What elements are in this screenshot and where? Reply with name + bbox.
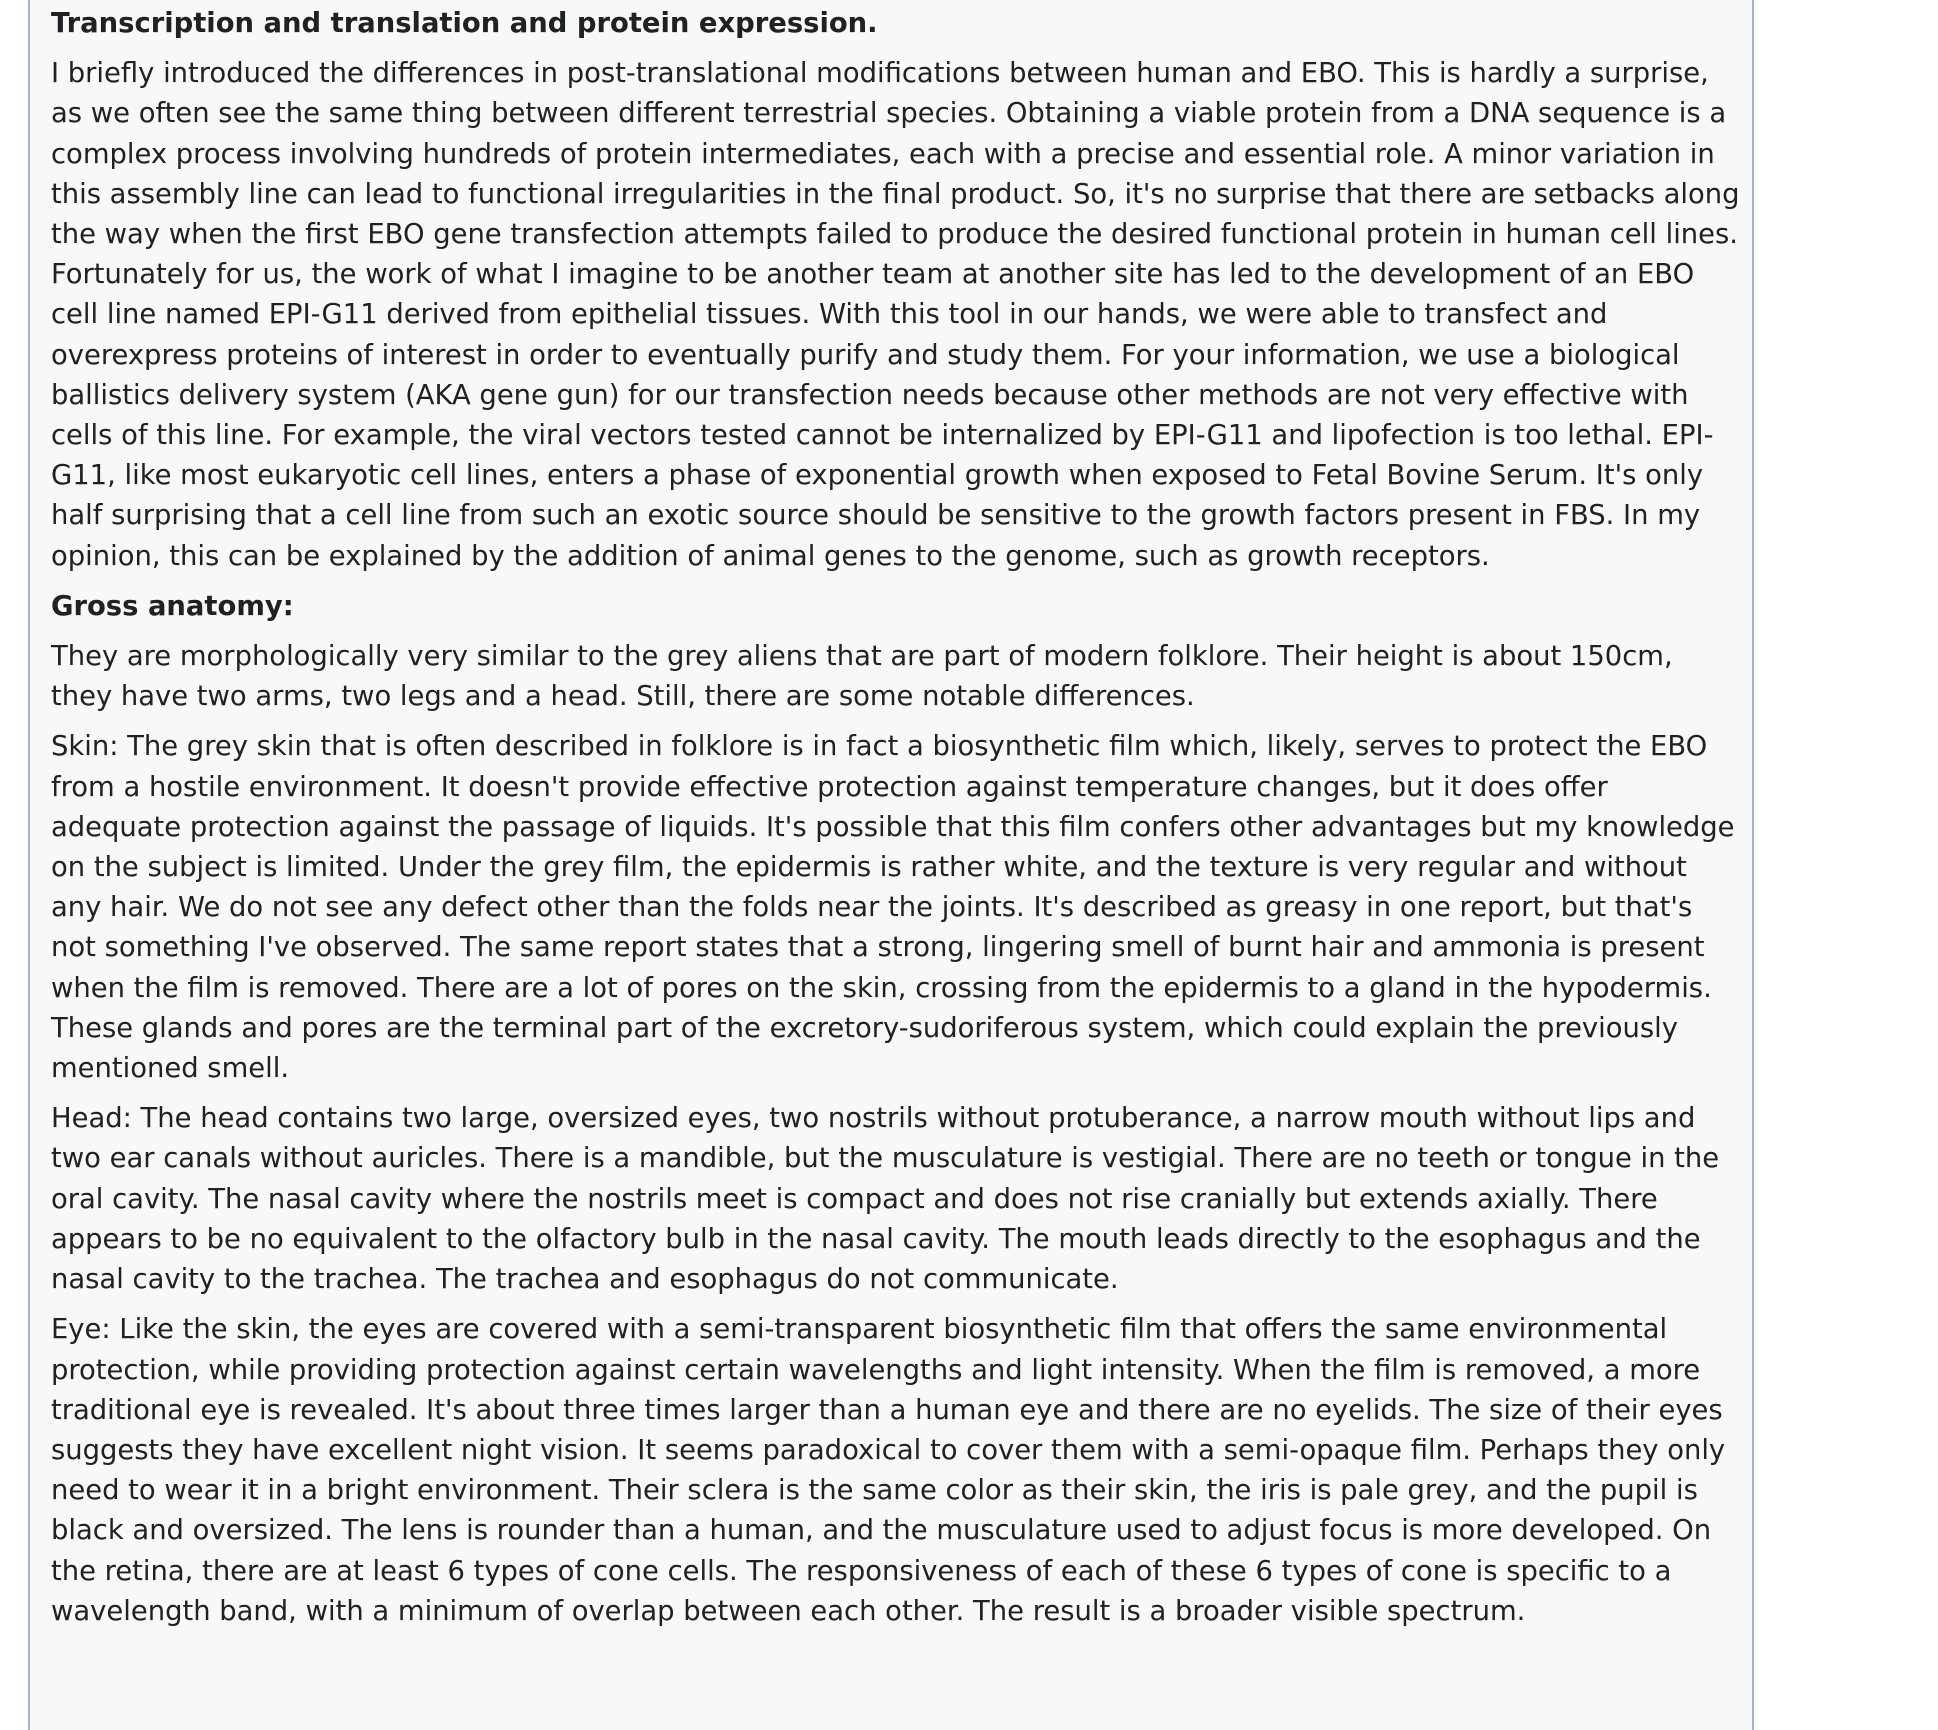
paragraph-skin: Skin: The grey skin that is often described in folklore is in fact a biosynthetic film which, likely, serves to protect the EBO from a hostile environment. It doesn't provide effective protection against temperature changes, but it does offer adequate protection against the passage of liquids. It's possible that this film confers other advantages but my knowledge on the subject is limited. Under the grey film, the epidermis is rather white, and the texture is very regular and without any hair. We do not see any defect other than the folds near the joints. It's described as greasy in one report, but that's not something I've observed. The same report states that a strong, lingering smell of burnt hair and ammonia is present when the film is removed. There are a lot of pores on the skin, crossing from the epidermis to a gland in the hypodermis. These glands and pores are the terminal part of the excretory-sudoriferous system, which could explain the previously mentioned smell. xyxy=(51,731,1735,1085)
paragraph-gross-anatomy-intro: They are morphologically very similar to the grey aliens that are part of modern folklore. Their height is about 150cm, they have two arms, two legs and a head. Still, there are some notable differences. xyxy=(51,641,1673,713)
paragraph-transcription: I briefly introduced the differences in post-translational modifications between human and EBO. This is hardly a surprise, as we often see the same thing between different terrestrial species. Obtaining a viable protein from a DNA sequence is a complex process involving hundreds of protein intermediates, each with a precise and essential role. A minor variation in this assembly line can lead to functional irregularities in the final product. So, it's no surprise that there are setbacks along the way when the first EBO gene transfection attempts failed to produce the desired functional protein in human cell lines. Fortunately for us, the work of what I imagine to be another team at another site has led to the development of an EBO cell line named EPI-G11 derived from epithelial tissues. With this tool in our hands, we were able to transfect and overexpress proteins of interest in order to eventually purify and study them. For your information, we use a biological ballistics delivery system (AKA gene gun) for our transfection needs because other methods are not very effective with cells of this line. For example, the viral vectors tested cannot be internalized by EPI-G11 and lipofection is too lethal. EPI-G11, like most eukaryotic cell lines, enters a phase of exponential growth when exposed to Fetal Bovine Serum. It's only half surprising that a cell line from such an exotic source should be sensitive to the growth factors present in FBS. In my opinion, this can be explained by the addition of animal genes to the genome, such as growth receptors. xyxy=(51,58,1740,572)
article-content xyxy=(51,4,1741,1632)
section-heading-transcription: Transcription and translation and protein expression. xyxy=(51,8,878,39)
paragraph-head: Head: The head contains two large, oversized eyes, two nostrils without protuberance, a narrow mouth without lips and two ear canals without auricles. There is a mandible, but the musculature is vestigial. There are no teeth or tongue in the oral cavity. The nasal cavity where the nostrils meet is compact and does not rise cranially but extends axially. There appears to be no equivalent to the olfactory bulb in the nasal cavity. The mouth leads directly to the esophagus and the nasal cavity to the trachea. The trachea and esophagus do not communicate. xyxy=(51,1103,1720,1296)
article-panel xyxy=(28,0,1754,1730)
paragraph-eye: Eye: Like the skin, the eyes are covered with a semi-transparent biosynthetic film that offers the same environmental protection, while providing protection against certain wavelengths and light intensity. When the film is removed, a more traditional eye is revealed. It's about three times larger than a human eye and there are no eyelids. The size of their eyes suggests they have excellent night vision. It seems paradoxical to cover them with a semi-opaque film. Perhaps they only need to wear it in a bright environment. Their sclera is the same color as their skin, the iris is pale grey, and the pupil is black and oversized. The lens is rounder than a human, and the musculature used to adjust focus is more developed. On the retina, there are at least 6 types of cone cells. The responsiveness of each of these 6 types of cone is specific to a wavelength band, with a minimum of overlap between each other. The result is a broader visible spectrum. xyxy=(51,1314,1726,1627)
section-heading-gross-anatomy: Gross anatomy: xyxy=(51,590,294,622)
